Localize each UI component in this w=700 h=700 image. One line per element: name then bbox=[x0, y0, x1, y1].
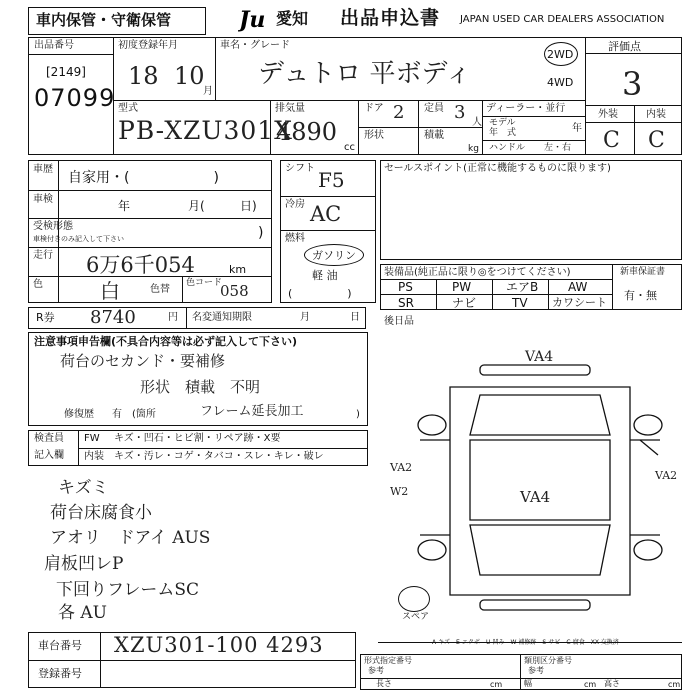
equip-airbag: エアB bbox=[506, 280, 539, 294]
reg-month-unit: 月 bbox=[203, 86, 213, 97]
width-cm: cm bbox=[584, 680, 597, 689]
handle-label: ハンドル bbox=[489, 143, 526, 153]
notes-line1: 荷台のセカンド・要補修 bbox=[60, 352, 226, 370]
equip-ps: PS bbox=[398, 280, 413, 294]
doors-value: 2 bbox=[393, 102, 405, 123]
accept-paren: ) bbox=[258, 225, 264, 241]
cc-unit: cc bbox=[344, 142, 355, 153]
height-cm: cm bbox=[668, 680, 681, 689]
handle-options: 左・右 bbox=[544, 143, 572, 153]
ac-label: 冷房 bbox=[285, 199, 305, 210]
equipment-label: 装備品(純正品に限り◎をつけてください) bbox=[384, 267, 571, 278]
color-sub-label: 色替 bbox=[150, 284, 170, 295]
history-label: 車歴 bbox=[33, 164, 53, 175]
handnote-4: 肩板凹レP bbox=[44, 554, 124, 574]
notes-line2: 形状 積載 不明 bbox=[140, 378, 261, 396]
inspector-label2: 記入欄 bbox=[34, 450, 64, 461]
equip-tv: TV bbox=[512, 296, 528, 310]
interior-grade: C bbox=[648, 128, 665, 153]
selling-label: セールスポイント(正常に機能するものに限ります) bbox=[384, 163, 611, 174]
storage-label: 車内保管・守衛保管 bbox=[36, 11, 172, 29]
length-cm: cm bbox=[490, 680, 503, 689]
car-name: デュトロ 平ボディ bbox=[258, 59, 472, 89]
recycle-value: 8740 bbox=[90, 307, 136, 328]
expiry-label: 名変通知期限 bbox=[192, 312, 252, 323]
fuel-value: ガソリン bbox=[312, 249, 356, 262]
class-no-label: 類別区分番号 bbox=[524, 656, 572, 665]
equip-sr: SR bbox=[398, 296, 414, 310]
score-label: 評価点 bbox=[608, 40, 641, 53]
model-label: 型式 bbox=[118, 103, 138, 114]
accept-label: 受検形態 bbox=[33, 221, 73, 232]
exterior-label: 外装 bbox=[598, 109, 618, 120]
inspection-month: 月( bbox=[188, 199, 205, 213]
name-label: 車名・グレード bbox=[220, 40, 290, 51]
registration-no-label: 登録番号 bbox=[38, 667, 82, 680]
class-ref: 参考 bbox=[528, 666, 544, 675]
fuel-light: 軽 油 bbox=[312, 269, 338, 282]
drive-4wd: 4WD bbox=[547, 76, 574, 89]
type-no-label: 形式指定番号 bbox=[364, 656, 412, 665]
color-value: 白 bbox=[100, 279, 120, 303]
svg-text:Ju: Ju bbox=[239, 7, 266, 32]
truck-diagram bbox=[410, 345, 670, 619]
handnote-5: 下回りフレームSC bbox=[56, 580, 199, 600]
fuel-paren: ( ) bbox=[288, 287, 352, 300]
lot-number: 07099 bbox=[34, 84, 116, 112]
spare-label: スペア bbox=[402, 612, 430, 622]
repair-label: 修復歴 bbox=[64, 409, 94, 420]
equip-navi: ナビ bbox=[452, 296, 477, 310]
inspection-year: 年 bbox=[118, 199, 131, 213]
damage-legend: A-キズ E-エクボ U-凹み W-補修跡 S-サビ C-腐食 XX-交換済 bbox=[432, 639, 619, 646]
in-items: キズ・汚レ・コゲ・タバコ・スレ・キレ・破レ bbox=[114, 451, 324, 462]
expiry-month: 月 bbox=[300, 312, 310, 323]
diagram-top: VA4 bbox=[525, 349, 554, 365]
rear-label: 後日品 bbox=[384, 316, 414, 327]
length-label: 長さ bbox=[376, 679, 392, 688]
chassis-label: 車台番号 bbox=[38, 639, 82, 652]
ac-value: AC bbox=[310, 202, 342, 226]
height-label: 高さ bbox=[604, 679, 620, 688]
score-value: 3 bbox=[622, 65, 643, 103]
load-label: 積載 bbox=[424, 130, 444, 141]
reg-month: 10 bbox=[174, 62, 205, 90]
exterior-grade: C bbox=[603, 128, 620, 153]
fuel-label: 燃料 bbox=[285, 233, 305, 244]
warranty-label: 新車保証書 bbox=[620, 267, 666, 277]
capacity-label: 定員 bbox=[424, 103, 444, 114]
diagram-center: VA4 bbox=[520, 488, 551, 506]
accept-note: 車検付きのみ記入して下さい bbox=[33, 235, 124, 243]
diagram-right: VA2 bbox=[655, 469, 678, 482]
model-year-sub: 年 式 bbox=[489, 128, 517, 138]
ju-logo bbox=[238, 6, 278, 36]
inspection-day: 日) bbox=[240, 199, 257, 213]
width-label: 幅 bbox=[524, 679, 532, 688]
association-name: JAPAN USED CAR DEALERS ASSOCIATION bbox=[460, 14, 665, 25]
lot-label: 出品番号 bbox=[34, 40, 74, 51]
model-year-label: モデル bbox=[489, 118, 516, 128]
shape-label: 形状 bbox=[364, 130, 384, 141]
handnote-2: 荷台床腐食小 bbox=[50, 503, 152, 523]
history-value: 自家用・( ) bbox=[68, 170, 219, 186]
diagram-left1: VA2 bbox=[390, 461, 413, 474]
fuel-circle bbox=[304, 244, 364, 266]
diagram-left2: W2 bbox=[390, 485, 409, 498]
fw-label: FW bbox=[84, 433, 100, 444]
equip-pw: PW bbox=[452, 280, 472, 294]
color-code-label: 色コード bbox=[186, 278, 223, 288]
recycle-label: R券 bbox=[36, 311, 55, 324]
inspector-label1: 検査員 bbox=[34, 433, 64, 444]
capacity-unit: 人 bbox=[472, 117, 482, 128]
selling-block bbox=[380, 160, 682, 260]
doors-label: ドア bbox=[364, 103, 384, 114]
color-label: 色 bbox=[33, 279, 43, 290]
spare-tire-icon bbox=[398, 586, 430, 612]
mileage-value: 6万6千054 bbox=[86, 253, 195, 277]
shift-value: F5 bbox=[318, 168, 345, 192]
inspection-label: 車検 bbox=[33, 194, 53, 205]
handnote-3: アオリ ドアイ AUS bbox=[50, 528, 211, 548]
repair-detail: フレーム延長加工 bbox=[200, 404, 304, 419]
reg-label: 初度登録年月 bbox=[118, 40, 178, 51]
warranty-value: 有・無 bbox=[624, 289, 657, 302]
recycle-yen: 円 bbox=[168, 312, 178, 323]
equip-aw: AW bbox=[568, 280, 588, 294]
kg-unit: kg bbox=[468, 144, 479, 154]
drive-2wd: 2WD bbox=[547, 48, 574, 61]
interior-label: 内装 bbox=[646, 109, 666, 120]
handnote-1: キズミ bbox=[58, 478, 109, 498]
type-ref: 参考 bbox=[368, 666, 384, 675]
displacement-value: 4890 bbox=[276, 118, 338, 146]
repair-close: ) bbox=[356, 409, 360, 420]
in-label: 内装 bbox=[84, 451, 104, 462]
logo-text: 愛知 bbox=[276, 9, 309, 28]
dealer-label: ディーラー・並行 bbox=[486, 103, 566, 114]
mileage-label: 走行 bbox=[33, 250, 53, 261]
capacity-value: 3 bbox=[454, 102, 466, 123]
equip-leather: カワシート bbox=[552, 296, 607, 309]
displacement-label: 排気量 bbox=[275, 103, 305, 114]
expiry-day: 日 bbox=[350, 312, 360, 323]
lot-small: [2149] bbox=[46, 65, 86, 79]
fw-items: キズ・凹石・ヒビ割・リペア跡・X要 bbox=[114, 433, 281, 444]
km-unit: km bbox=[229, 263, 247, 276]
reg-year: 18 bbox=[128, 62, 159, 90]
color-code: 058 bbox=[220, 282, 249, 300]
chassis-value: XZU301-100 4293 bbox=[114, 633, 324, 657]
year-unit: 年 bbox=[572, 123, 582, 134]
notes-label: 注意事項申告欄(不具合内容等は必ず記入して下さい) bbox=[34, 335, 298, 348]
shift-label: シフト bbox=[285, 163, 315, 174]
form-title: 出品申込書 bbox=[340, 7, 441, 29]
handnote-6: 各 AU bbox=[58, 603, 108, 623]
model-value: PB-XZU301X bbox=[118, 116, 293, 145]
repair-value: 有 (箇所 bbox=[112, 409, 156, 420]
